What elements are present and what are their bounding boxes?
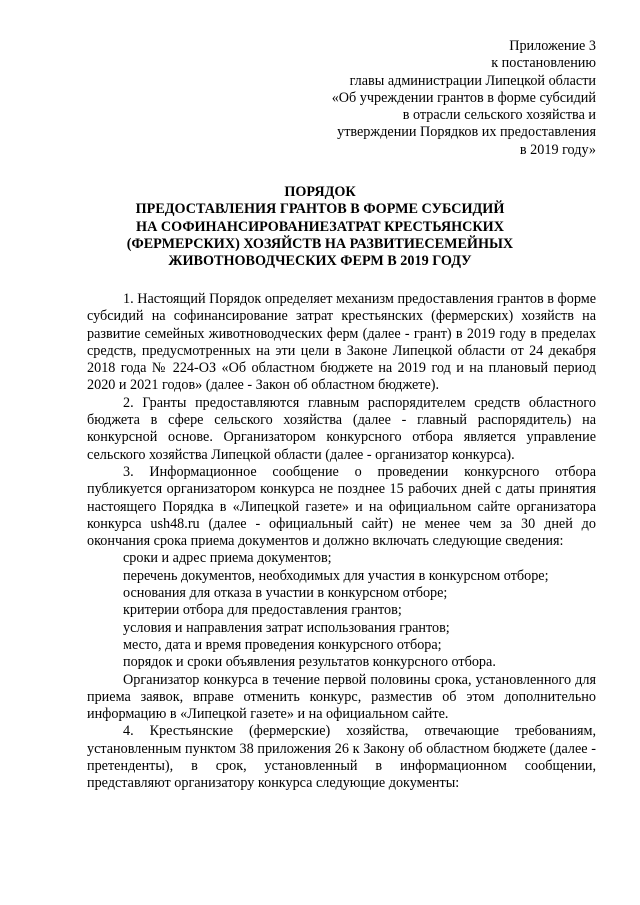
title-line: ЖИВОТНОВОДЧЕСКИХ ФЕРМ В 2019 ГОДУ (168, 253, 472, 270)
appendix-line: в отрасли сельского хозяйства и (402, 107, 596, 124)
title-line: (ФЕРМЕРСКИХ) ХОЗЯЙСТВ НА РАЗВИТИЕСЕМЕЙНЫХ (126, 235, 514, 252)
appendix-line: утверждении Порядков их предоставления (337, 124, 596, 141)
appendix-line: «Об учреждении грантов в форме субсидий (331, 89, 596, 106)
paragraph-2: 2. Гранты предоставляются главным распорядителем средств областного бюджета в сфере сельского хозяйства (далее - главный распорядитель) на конкурсной основе. Организатором конкурсного отбора является управление сельского хозяйства Липецкой области (далее - организатор конкурса). (87, 394, 596, 463)
title-line: ПРЕДОСТАВЛЕНИЯ ГРАНТОВ В ФОРМЕ СУБСИДИЙ (135, 201, 505, 218)
list-item: условия и направления затрат использования грантов; (123, 619, 450, 636)
title-line: ПОРЯДОК (284, 184, 356, 200)
appendix-line: главы администрации Липецкой области (349, 72, 596, 89)
paragraph-5: 4. Крестьянские (фермерские) хозяйства, отвечающие требованиям, установленным пунктом 38 приложения 26 к Закону об областном бюджете (далее - претенденты), в срок, установленный в информационном сообщении, представляют организатору конкурса следующие документы: (87, 723, 596, 792)
list-item: основания для отказа в участии в конкурсном отборе; (123, 585, 448, 602)
list-item: сроки и адрес приема документов; (123, 550, 332, 567)
appendix-line: в 2019 году» (519, 141, 596, 158)
appendix-line: к постановлению (491, 55, 596, 72)
list-item: место, дата и время проведения конкурсного отбора; (123, 636, 442, 653)
list-item: критерии отбора для предоставления грантов; (123, 602, 402, 619)
list-item: перечень документов, необходимых для участия в конкурсном отборе; (123, 567, 549, 584)
appendix-line: Приложение 3 (509, 38, 596, 54)
paragraph-4: Организатор конкурса в течение первой половины срока, установленного для приема заявок, вправе отменить конкурс, разместив об этом дополнительно информацию в «Липецкой газете» и на официальном сайте. (87, 671, 596, 723)
document-title (80, 184, 560, 270)
paragraph-1: 1. Настоящий Порядок определяет механизм предоставления грантов в форме субсидий на софинансирование затрат крестьянских (фермерских) хозяйств на развитие семейных животноводческих ферм (далее - грант) в 2019 году в пределах средств, предусмотренных на эти цели в Законе Липецкой области от 24 декабря 2018 года № 224-ОЗ «Об областном бюджете на 2019 год и на плановый период 2020 и 2021 годов» (далее - Закон об областном бюджете). (87, 291, 596, 394)
title-line: НА СОФИНАНСИРОВАНИЕЗАТРАТ КРЕСТЬЯНСКИХ (136, 218, 504, 235)
list-item: порядок и сроки объявления результатов конкурсного отбора. (123, 654, 496, 671)
paragraph-3: 3. Информационное сообщение о проведении конкурсного отбора публикуется организатором конкурса не позднее 15 рабочих дней с даты принятия настоящего Порядка в «Липецкой газете» и на официальном сайте организатора конкурса ush48.ru (далее - официальный сайт) не менее чем за 30 дней до окончания срока приема документов и должно включать следующие сведения: (87, 463, 596, 550)
document-body (87, 291, 596, 793)
appendix-header (332, 38, 596, 159)
